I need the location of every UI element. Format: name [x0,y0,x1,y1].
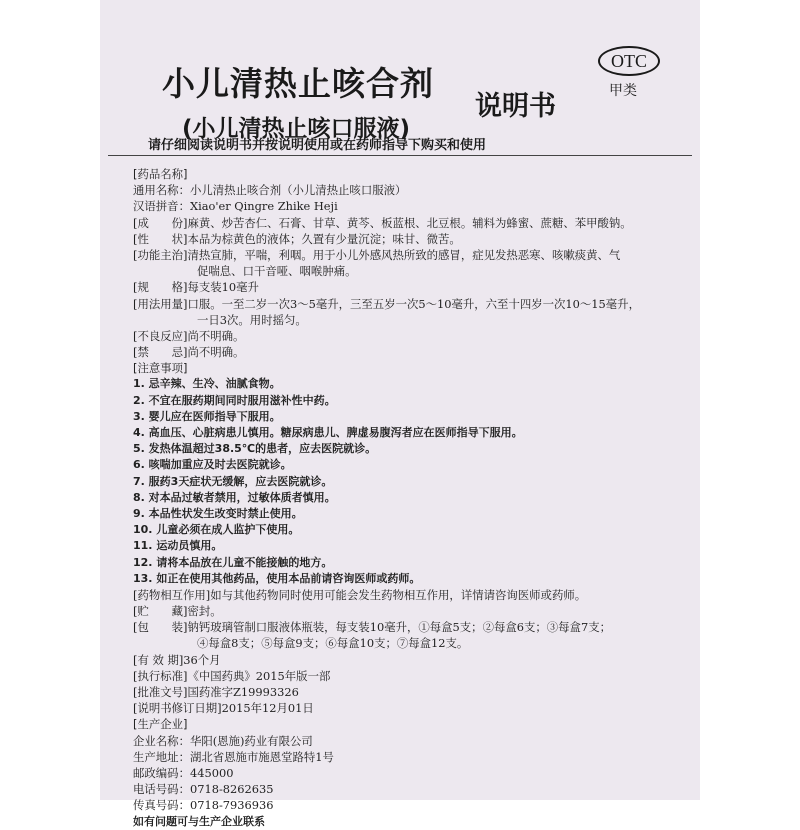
page-subtitle: (小儿清热止咳口服液) [182,116,411,142]
divider-top [108,155,692,156]
contraindications: [禁 忌]尚不明确。 [133,345,245,360]
precaution-item: 3. 婴儿应在医师指导下服用。 [133,409,281,423]
storage: [贮 藏]密封。 [133,604,222,619]
shelf-life: [有 效 期]36个月 [133,652,221,667]
postal-code: 邮政编码：445000 [133,765,234,780]
company-name: 企业名称：华阳(恩施)药业有限公司 [133,733,313,748]
precaution-item: 13. 如正在使用其他药品，使用本品前请咨询医师或药师。 [133,571,421,585]
precaution-item: 6. 咳喘加重应及时去医院就诊。 [133,458,292,472]
title-suffix: 说明书 [475,91,556,122]
precaution-item: 9. 本品性状发生改变时禁止使用。 [133,506,303,520]
generic-name: 通用名称：小儿清热止咳合剂（小儿清热止咳口服液） [133,183,407,198]
otc-category: 甲类 [609,83,637,99]
leaflet-sheet [100,0,700,828]
packaging-cont: ④每盒8支；⑤每盒9支；⑥每盒10支；⑦每盒12支。 [197,636,469,651]
precaution-item: 10. 儿童必须在成人监护下使用。 [133,523,300,537]
dosage: [用法用量]口服。一至二岁一次3～5毫升，三至五岁一次5～10毫升，六至十四岁一次10～15毫升， [133,296,640,311]
precaution-item: 4. 高血压、心脏病患儿慎用。糖尿病患儿、脾虚易腹泻者应在医师指导下服用。 [133,426,523,439]
otc-badge: OTC [598,46,660,76]
indications-cont: 促喘息、口干音哑、咽喉肿痛。 [197,264,357,279]
revision-date: [说明书修订日期]2015年12月01日 [133,701,314,716]
indications: [功能主治]清热宣肺，平喘，利咽。用于小儿外感风热所致的感冒，症见发热恶寒、咳嗽痰黄、气 [133,247,621,262]
precaution-item: 5. 发热体温超过38.5℃的患者，应去医院就诊。 [133,442,377,456]
precaution-item: 7. 服药3天症状无缓解，应去医院就诊。 [133,474,333,488]
company-address: 生产地址：湖北省恩施市施恩堂路特1号 [133,749,334,764]
precaution-item: 12. 请将本品放在儿童不能接触的地方。 [133,555,333,569]
section-heading-drug-name: [药品名称] [133,167,188,181]
usage-instruction: 请仔细阅读说明书并按说明使用或在药师指导下购买和使用 [148,138,487,153]
precaution-item: 8. 对本品过敏者禁用，过敏体质者慎用。 [133,490,336,504]
packaging: [包 装]钠钙玻璃管制口服液体瓶装，每支装10毫升，①每盒5支；②每盒6支；③每盒7支； [133,620,611,635]
leaflet-body [133,166,693,830]
precaution-item: 11. 运动员慎用。 [133,539,223,553]
phone-number: 电话号码：0718-8262635 [133,782,274,797]
section-heading-manufacturer: [生产企业] [133,717,188,732]
standard: [执行标准]《中国药典》2015年版一部 [133,668,331,683]
precaution-item: 1. 忌辛辣、生冷、油腻食物。 [133,377,281,391]
precaution-item: 2. 不宜在服药期间同时服用滋补性中药。 [133,393,336,407]
approval-number: [批准文号]国药准字Z19993326 [133,685,299,699]
page-title: 小儿清热止咳合剂 [162,64,434,103]
drug-interactions: [药物相互作用]如与其他药物同时使用可能会发生药物相互作用，详情请咨询医师或药师。 [133,587,587,602]
contact-note: 如有问题可与生产企业联系 [133,814,265,828]
description: [性 状]本品为棕黄色的液体；久置有少量沉淀；味甘、微苦。 [133,231,461,246]
adverse-reactions: [不良反应]尚不明确。 [133,328,245,343]
dosage-cont: 一日3次。用时摇匀。 [197,312,307,327]
ingredients: [成 份]麻黄、炒苦杏仁、石膏、甘草、黄芩、板蓝根、北豆根。辅料为蜂蜜、蔗糖、苯甲酸钠。 [133,215,632,230]
pinyin-name: 汉语拼音：Xiao'er Qingre Zhike Heji [133,199,338,214]
fax-number: 传真号码：0718-7936936 [133,798,274,813]
specification: [规 格]每支装10毫升 [133,280,259,295]
section-heading-precautions: [注意事项] [133,361,188,376]
